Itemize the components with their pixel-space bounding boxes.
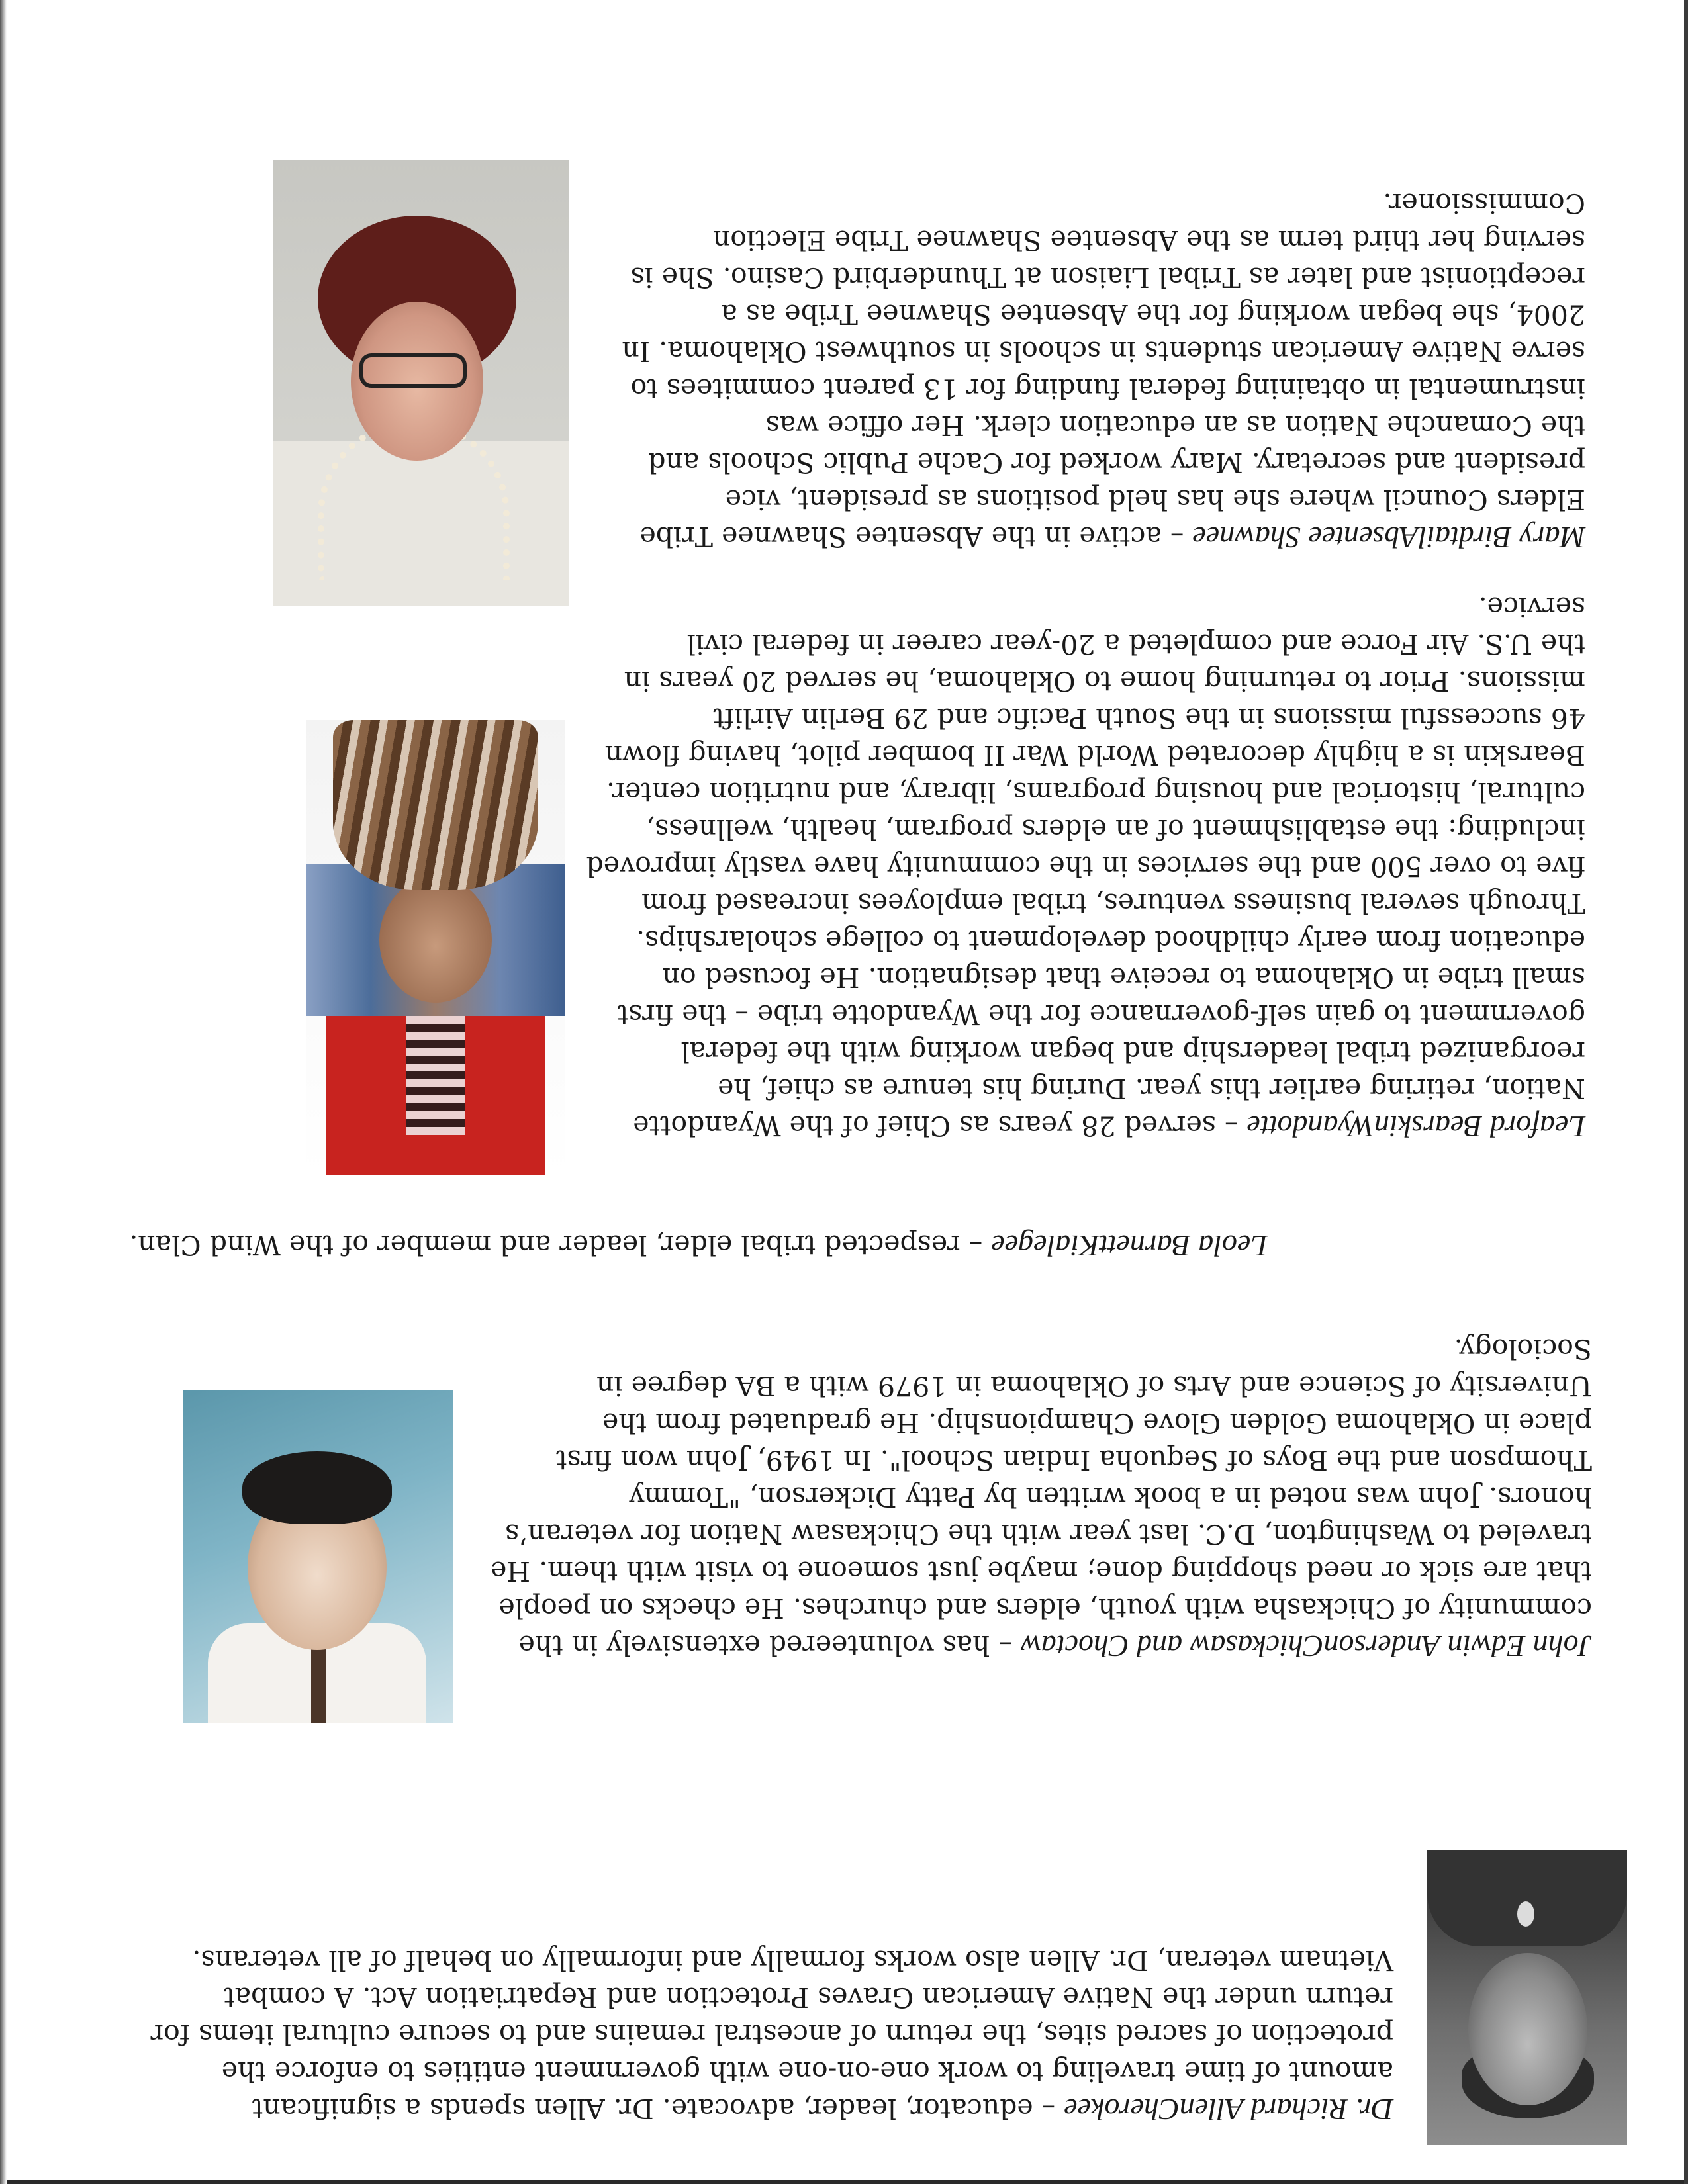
bio-text: – educator, leader, advocate. Dr. Allen spends a significant amount of time traveling to work one-on-one with government entities to enforce the protection of sacred sites, the return of ancestral remains and to secure cultural items for return under the Native American Graves Protection and Repatriation Act. A combat Vietnam veteran, Dr. Allen also works formally and informally on behalf of all veterans. [150, 1944, 1393, 2124]
bio-tribe: Wyandotte [1246, 1110, 1374, 1144]
bio-text: – active in the Absentee Shawnee Tribe Elders Council where she has held positions as president, vice president and secretary. Mary worked for Cache Public Schools and the Comanche Nation as an education clerk. Her office was instrumental in obtaining federal funding for 13 parent commitees to serve Native American students in schools in southwest Oklahoma. In 2004, she began working for the Absentee Shawnee Tribe as a receptionist and later as Tribal Liaison at Thunderbird Casino. She is serving her third term as the Absentee Shawnee Tribe Election Commissioner. [622, 187, 1585, 553]
photo-richard-allen [1427, 1850, 1627, 2145]
bio-mary-birdtail [602, 185, 1585, 556]
bio-tribe: Chickasaw and Choctaw [1021, 1629, 1324, 1663]
scan-edge [0, 2180, 1688, 2184]
photo-mary-birdtail [273, 160, 569, 606]
bio-text: – respected tribal elder, leader and member of the Wind Clan. [129, 1229, 992, 1261]
photo-john-edwin-anderson [183, 1390, 453, 1723]
bio-leaford-bearskin [586, 588, 1585, 1145]
bio-tribe: Absentee Shawnee [1192, 521, 1419, 555]
bio-name: Leola Barnett [1099, 1229, 1268, 1263]
bio-tribe: Kialegee [991, 1229, 1100, 1263]
scan-edge [1684, 0, 1688, 2184]
bio-tribe: Cherokee [1064, 2093, 1180, 2126]
bio-name: Leaford Bearskin [1374, 1110, 1585, 1144]
bio-text: – has volunteered extensively in the community of Chickasha with youth, elders and churches. He checks on people that are sick or need shopping done; maybe just someone to visit with them. He traveled to Washington, D.C. last year with the Chickasaw Nation for veteran’s honors. John was noted in a book written by Patty Dickerson, "Tommy Thompson and the Boys of Sequoha Indian School". In 1949, John won first place in Oklahoma Golden Glove Championship. He graduated from the University of Science and Arts of Oklahoma in 1979 with a BA degree in Sociology. [491, 1333, 1592, 1661]
scan-edge [0, 0, 7, 2184]
bio-name: John Edwin Anderson [1323, 1629, 1592, 1663]
bio-text: – served 28 years as Chief of the Wyandotte Nation, retiring earlier this year. During his tenure as chief, he reorganized tribal leadership and began working with the federal government to gain self-governance for the Wyandotte tribe – the first small tribe in Oklahoma to receive that designation. He focused on education from early childhood development to college scholarships. Through several business ventures, tribal employees increased from five to over 500 and the services in the community have vastly improved including: the establishment of an elders program, health, wellness, cultural, historical and housing programs, library, and nutrition center. Bearskin is a highly decorated World War II bomber pilot, having flown 46 successful missions in the South Pacific and 29 Berlin Airlift missions. Prior to returning home to Oklahoma, he served 20 years in the U.S. Air Force and completed a 20-year career in federal civil service. [586, 591, 1585, 1142]
bio-name: Dr. Richard Allen [1179, 2093, 1393, 2126]
bio-richard-allen [149, 1942, 1393, 2128]
bio-leola-barnett [56, 1226, 1268, 1264]
bio-john-edwin-anderson [480, 1330, 1592, 1664]
bio-name: Mary Birdtail [1418, 521, 1585, 555]
photo-leaford-bearskin [306, 720, 565, 1175]
